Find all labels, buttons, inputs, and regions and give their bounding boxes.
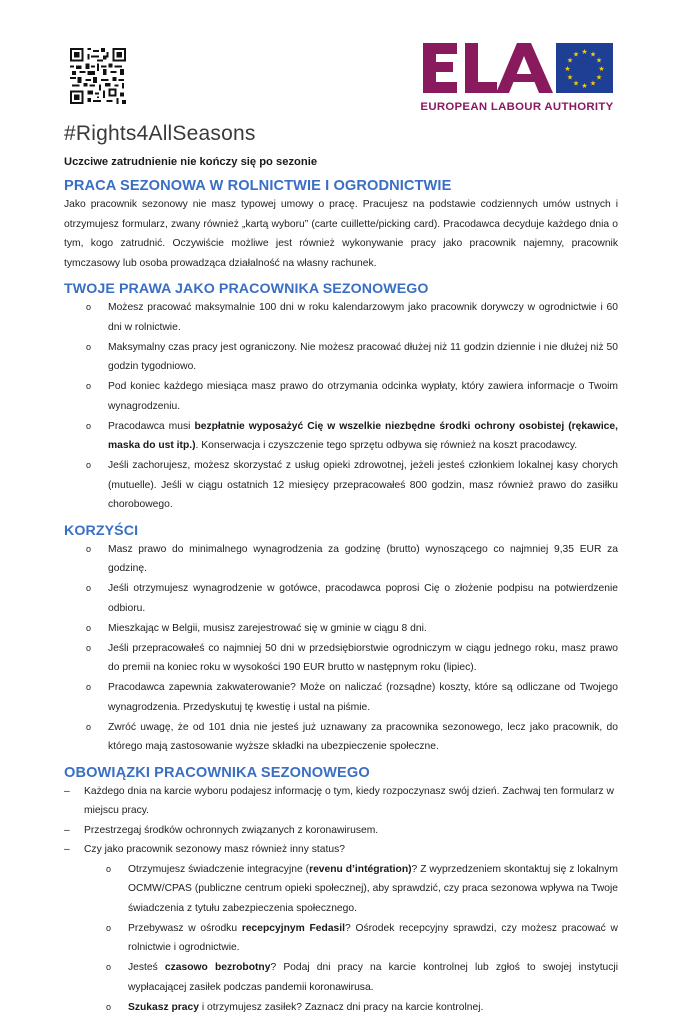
logo-caption: EUROPEAN LABOUR AUTHORITY (420, 101, 614, 113)
list-item: – Przestrzegaj środków ochronnych związanych z koronawirusem. (64, 821, 618, 841)
list-item: o Pracodawca musi bezpłatnie wyposażyć Cię w wszelkie niezbędne środki ochrony osobistej (rękawice, maska do ust itp.). Konserwacja i czyszczenie tego sprzętu odbywa się również na koszt pracodawcy. (64, 417, 618, 456)
list-item: o Jeśli zachorujesz, możesz skorzystać z usług opieki zdrowotnej, jeżeli jesteś członkiem lokalnej kasy chorych (mutuelle). Jeśli w ciągu ostatnich 12 miesięcy przepracowałeś 800 godzin, masz również prawo do zasiłku chorobowego. (64, 456, 618, 515)
hashtag-title: #Rights4AllSeasons (64, 122, 256, 145)
list-item: o Mieszkając w Belgii, musisz zarejestrować się w gminie w ciągu 8 dni. (64, 619, 618, 639)
bullet-marker: o (86, 381, 92, 391)
dash-marker: – (64, 844, 70, 855)
svg-text:★: ★ (595, 56, 603, 65)
list-item: o Możesz pracować maksymalnie 100 dni w roku kalendarzowym jako pracownik dorywczy w ogrodnictwie i 60 dni w rolnictwie. (64, 298, 618, 337)
duties-list (64, 782, 618, 860)
bullet-marker: o (86, 622, 92, 633)
benefits-section (64, 522, 618, 757)
intro-paragraph: Jako pracownik sezonowy nie masz typowej umowy o pracę. Pracujesz na podstawie codziennych umów ustnych i otrzymujesz formularz, zwany również „kartą wyboru” (carte cuillette/picking card). Pracodawca decyduje każdego dnia o tym, kogo zatrudnić. Oczywiście możliwe jest również wykonywanie pracy jako pracownik najemny, pracownik tymczasowy lub osoba prowadząca działalność na własny rachunek. (64, 199, 618, 269)
main-content (64, 177, 618, 1018)
bullet-marker: o (86, 460, 92, 470)
list-item: o Pod koniec każdego miesiąca masz prawo do otrzymania odcinka wypłaty, który zawiera informacje o Twoim wynagrodzeniu. (64, 377, 618, 416)
rights-heading: TWOJE PRAWA JAKO PRACOWNIKA SEZONOWEGO (64, 281, 429, 297)
subtitle: Uczciwe zatrudnienie nie kończy się po sezonie (64, 156, 318, 168)
svg-text:★: ★ (598, 65, 605, 73)
intro-heading: PRACA SEZONOWA W ROLNICTWIE I OGRODNICTWIE (64, 178, 452, 194)
bullet-marker: o (86, 642, 92, 653)
svg-text:★: ★ (589, 50, 597, 59)
bullet-marker: o (86, 543, 92, 554)
ela-logo[interactable] (419, 41, 615, 117)
benefits-heading: KORZYŚCI (64, 522, 139, 539)
list-item: o Jeśli otrzymujesz wynagrodzenie w gotówce, pracodawca poprosi Cię o złożenie podpisu na potwierdzenie odbioru. (64, 579, 618, 618)
intro-section (64, 177, 618, 273)
list-item: o Szukasz pracy i otrzymujesz zasiłek? Zaznacz dni pracy na karcie kontrolnej. (64, 998, 618, 1018)
list-item: o Jeśli przepracowałeś co najmniej 50 dni w przedsiębiorstwie ogrodniczym w ciągu jednego roku, masz prawo do premii na koniec roku w wysokości 190 EUR brutto w następnym roku (lipiec). (64, 639, 618, 678)
benefits-list (64, 540, 618, 757)
svg-text:★: ★ (572, 79, 580, 88)
svg-text:★: ★ (564, 65, 571, 73)
list-item: o Otrzymujesz świadczenie integracyjne (revenu d’intégration)? Z wyprzedzeniem skontaktuj się z lokalnym OCMW/CPAS (publiczne centrum opieki społecznej), aby sprawdzić, czy praca sezonowa wpływa na Twoje świadczenia z tytułu zabezpieczenia społecznego. (64, 860, 618, 919)
list-item: o Maksymalny czas pracy jest ograniczony. Nie możesz pracować dłużej niż 11 godzin dziennie i nie dłużej niż 50 godzin tygodniowo. (64, 338, 618, 377)
list-item: – Każdego dnia na karcie wyboru podajesz informację o tym, kiedy rozpoczynasz swój dzień. Zachwaj ten formularz w miejscu pracy. (64, 782, 618, 821)
svg-text:★: ★ (572, 50, 580, 59)
list-item: – Czy jako pracownik sezonowy masz również inny status? (64, 840, 618, 860)
status-list (64, 860, 618, 1018)
svg-text:★: ★ (581, 48, 588, 56)
bullet-marker: o (106, 863, 112, 874)
rights-list (64, 298, 618, 515)
bullet-marker: o (86, 420, 92, 431)
list-item: o Masz prawo do minimalnego wynagrodzenia za godzinę (brutto) wynoszącego co najmniej 9,35 EUR za godzinę. (64, 540, 618, 579)
svg-text:★: ★ (581, 82, 588, 90)
list-item: o Zwróć uwagę, że od 101 dnia nie jesteś już uznawany za pracownika sezonowego, lecz jako pracownik, do którego mają zastosowanie wyższe składki na ubezpieczenie społeczne. (64, 718, 618, 757)
svg-text:★: ★ (589, 79, 597, 88)
bullet-marker: o (86, 341, 92, 352)
bullet-marker: o (106, 1001, 112, 1012)
duties-heading: OBOWIĄZKI PRACOWNIKA SEZONOWEGO (64, 764, 370, 781)
dash-marker: – (64, 785, 70, 797)
dash-marker: – (64, 824, 70, 836)
qr-code[interactable] (70, 48, 126, 104)
list-item: o Przebywasz w ośrodku recepcyjnym Fedasil? Ośrodek recepcyjny sprawdzi, czy możesz pracować w rolnictwie i ogrodnictwie. (64, 919, 618, 958)
bullet-marker: o (106, 962, 112, 972)
bullet-marker: o (106, 922, 112, 933)
svg-text:★: ★ (566, 56, 574, 65)
bullet-marker: o (86, 682, 92, 692)
duties-section (64, 764, 618, 1018)
svg-text:★: ★ (595, 73, 603, 82)
bullet-marker: o (86, 721, 92, 732)
bullet-marker: o (86, 302, 92, 312)
ela-letters (423, 43, 553, 93)
list-item: o Jesteś czasowo bezrobotny? Podaj dni pracy na karcie kontrolnej lub zgłoś to swojej instytucji wypłacającej zasiłek podczas pandemii koronawirusa. (64, 958, 618, 997)
bullet-marker: o (86, 583, 92, 593)
rights-section (64, 280, 618, 515)
svg-text:★: ★ (566, 73, 574, 82)
list-item: o Pracodawca zapewnia zakwaterowanie? Może on naliczać (rozsądne) koszty, które są odliczane od Twojego wynagrodzenia. Przedyskutuj tę kwestię i ustal na piśmie. (64, 678, 618, 717)
